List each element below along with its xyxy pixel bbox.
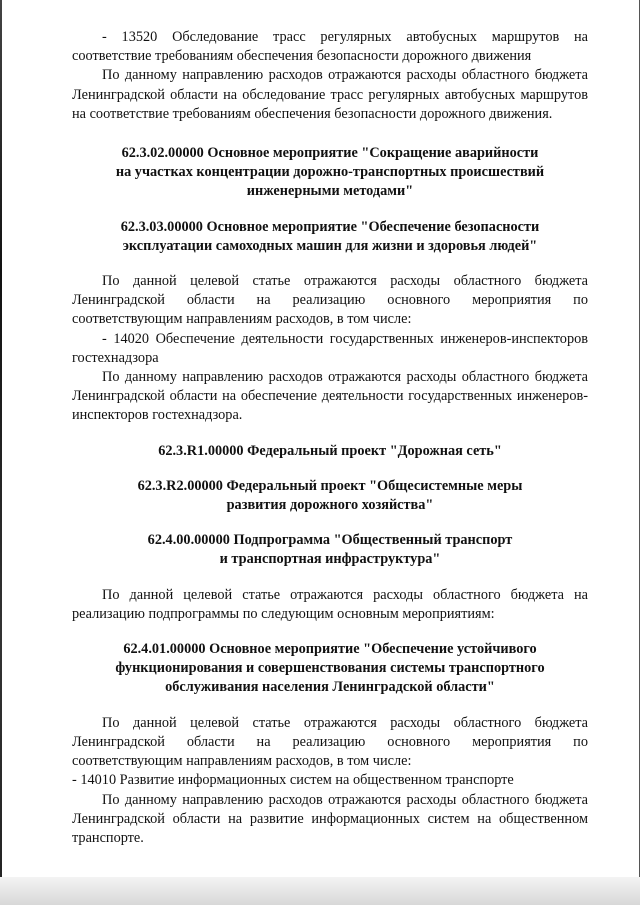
paragraph-62-4-00-intro: По данной целевой статье отражаются расходы областного бюджета на реализацию подпрограммы по следующим основным мероприятиям:: [72, 586, 588, 622]
paragraph-13520: - 13520 Обследование трасс регулярных автобусных маршрутов на соответствие требованиям обеспечения безопасности дорожного движения: [72, 29, 588, 65]
paragraph-14020-description: По данному направлению расходов отражаются расходы областного бюджета Ленинградской области на обеспечение деятельности государственных инженеров-инспекторов гостехнадзора.: [72, 369, 588, 424]
heading-62-4-00: 62.4.00.00000 Подпрограмма "Общественный транспорт и транспортная инфраструктура": [147, 532, 513, 568]
heading-62-3-R2: 62.3.R2.00000 Федеральный проект "Общесистемные меры развития дорожного хозяйства": [137, 477, 523, 514]
heading-62-3-R1: 62.3.R1.00000 Федеральный проект "Дорожная сеть": [158, 442, 502, 459]
heading-62-3-02: 62.3.02.00000 Основное мероприятие "Сокращение аварийности на участках концентрации дорожно-транспортных происшествий инженерными методами": [115, 145, 545, 200]
paragraph-62-4-01-intro: По данной целевой статье отражаются расходы областного бюджета Ленинградской области на реализацию основного мероприятия по соответствующим направлениям расходов, в том числе:: [72, 714, 588, 770]
scan-bottom-band: [0, 877, 640, 905]
heading-62-3-03: 62.3.03.00000 Основное мероприятие "Обеспечение безопасности эксплуатации самоходных машин для жизни и здоровья людей": [120, 218, 540, 254]
paragraph-62-3-03-intro: По данной целевой статье отражаются расходы областного бюджета Ленинградской области на реализацию основного мероприятия по соответствующим направлениям расходов, в том числе:: [72, 273, 588, 328]
paragraph-14010-description: По данному направлению расходов отражаются расходы областного бюджета Ленинградской области на развитие информационных систем на общественном транспорте.: [72, 791, 588, 846]
document-page: [72, 28, 588, 848]
scan-edge-left: [0, 0, 2, 905]
paragraph-14020: - 14020 Обеспечение деятельности государственных инженеров-инспекторов гостехнадзора: [72, 330, 588, 366]
paragraph-14010: - 14010 Развитие информационных систем на общественном транспорте: [72, 772, 514, 789]
heading-62-4-01: 62.4.01.00000 Основное мероприятие "Обеспечение устойчивого функционирования и совершенствования системы транспортного обслуживания населения Ленинградской области": [115, 641, 545, 696]
paragraph-13520-description: По данному направлению расходов отражаются расходы областного бюджета Ленинградской области на обследование трасс регулярных автобусных маршрутов на соответствие требованиям обеспечения безопасности дорожного движения.: [72, 67, 588, 122]
